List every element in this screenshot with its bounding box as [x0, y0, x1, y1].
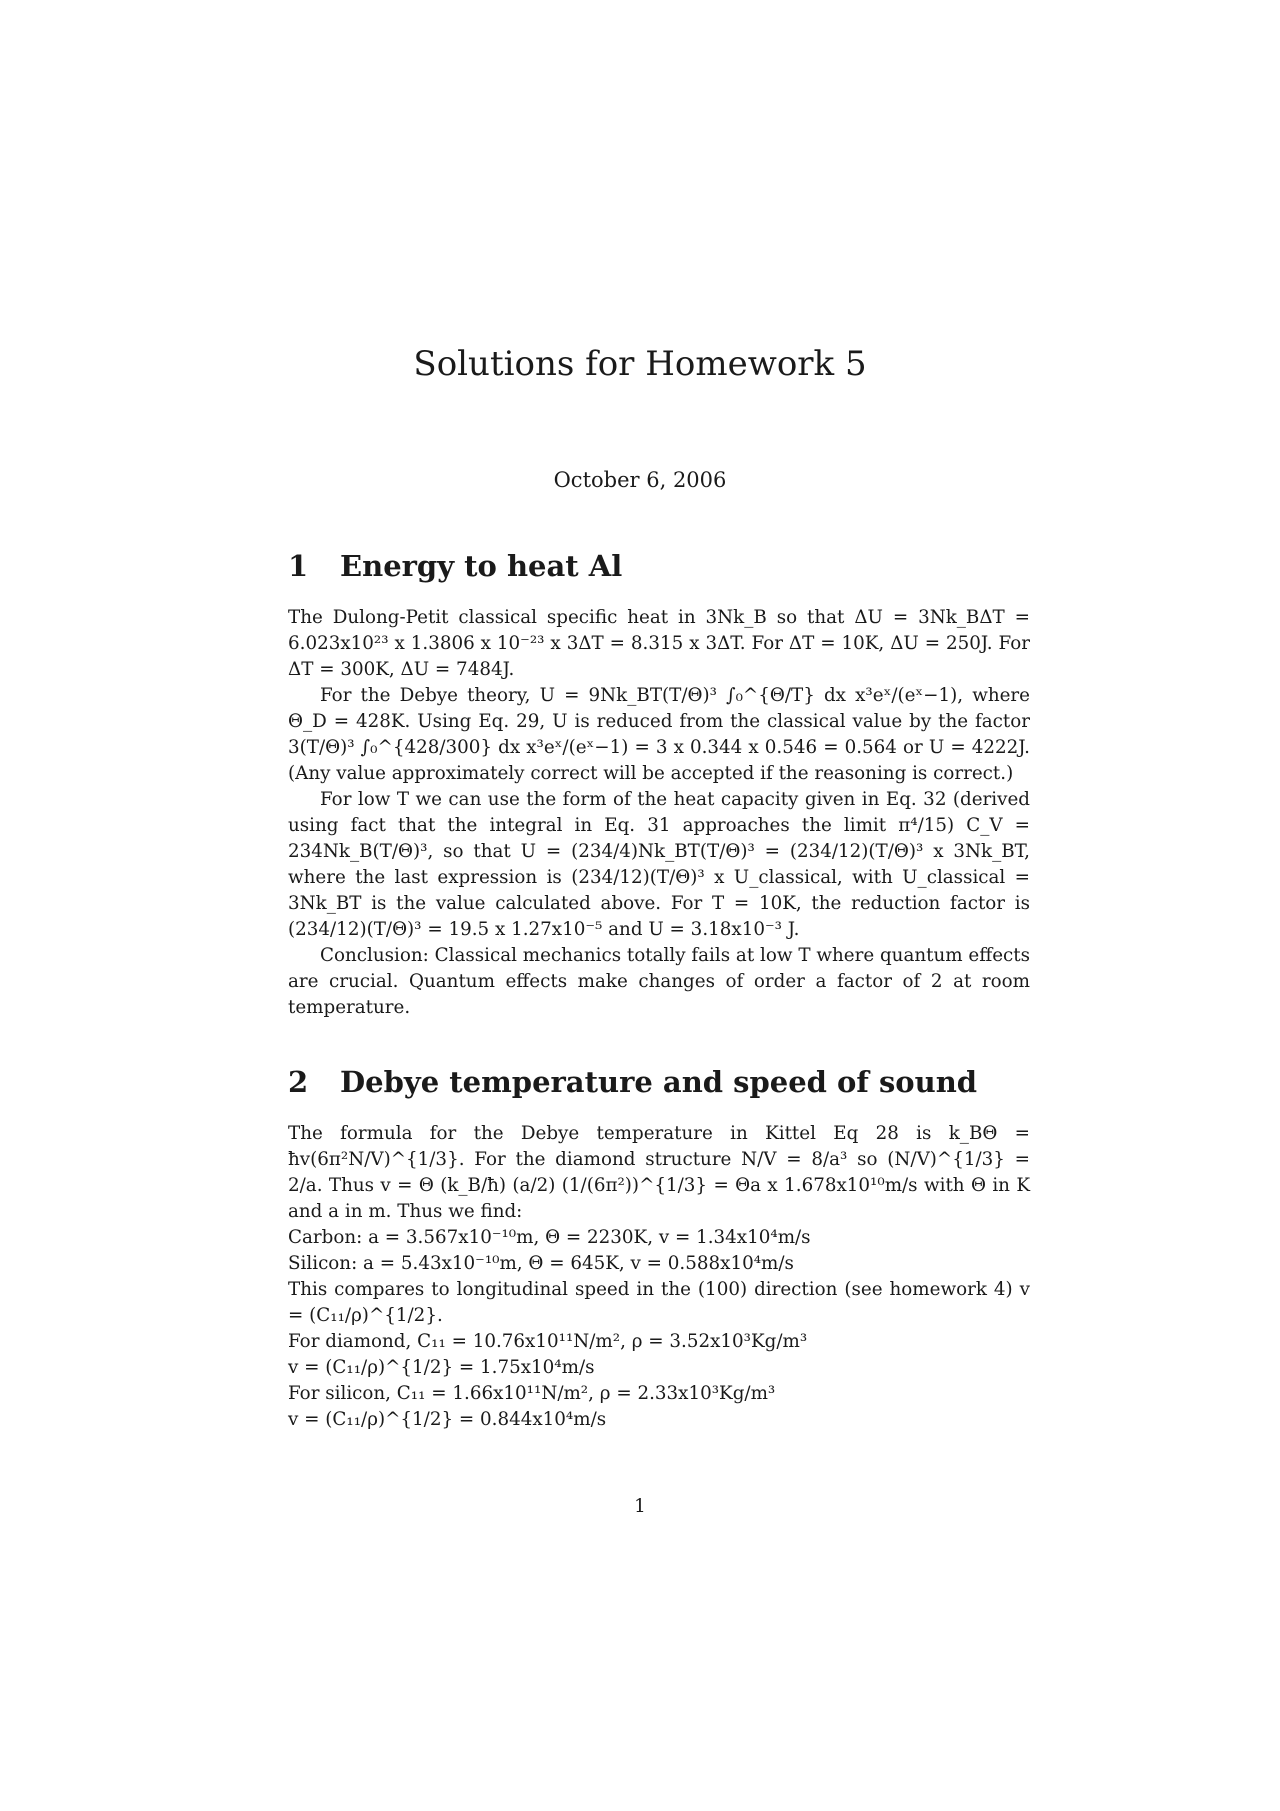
text-line: v = (C₁₁/ρ)^{1/2} = 0.844x10⁴m/s — [288, 1409, 607, 1430]
paragraph: For low T we can use the form of the heat capacity given in Eq. 32 (derived using fact that the integral in Eq. 31 approaches the limit π⁴/15) C_V = 234Nk_B(T/Θ)³, so that U = (234/4)Nk_BT(T/Θ)³ = (234/12)(T/Θ)³ x 3Nk_BT, where the last expression is (234/12)(T/Θ)³ x U_classical, with U_classical = 3Nk_BT is the value calculated above. For T = 10K, the reduction factor is (234/12)(T/Θ)³ = 19.5 x 1.27x10⁻⁵ and U = 3.18x10⁻³ J. — [288, 789, 1030, 940]
text-line: For silicon, C₁₁ = 1.66x10¹¹N/m², ρ = 2.33x10³Kg/m³ — [288, 1383, 776, 1404]
section-title: Energy to heat Al — [340, 549, 623, 583]
section-2-heading — [288, 1065, 977, 1099]
text-line: This compares to longitudinal speed in the (100) direction (see homework 4) v = (C₁₁/ρ)^{1/2}. — [288, 1279, 1030, 1326]
paragraph: For the Debye theory, U = 9Nk_BT(T/Θ)³ ∫₀^{Θ/T} dx x³eˣ/(eˣ−1), where Θ_D = 428K. Using Eq. 29, U is reduced from the classical value by the factor 3(T/Θ)³ ∫₀^{428/300} dx x³eˣ/(eˣ−1) = 3 x 0.344 x 0.546 = 0.564 or U = 4222J. (Any value approximately correct will be accepted if the reasoning is correct.) — [288, 685, 1030, 784]
section-title: Debye temperature and speed of sound — [340, 1065, 978, 1099]
page-number: 1 — [634, 1496, 646, 1517]
document-date: October 6, 2006 — [553, 468, 727, 492]
paragraph: The formula for the Debye temperature in Kittel Eq 28 is k_BΘ = ħv(6π²N/V)^{1/3}. For the diamond structure N/V = 8/a³ so (N/V)^{1/3} = 2/a. Thus v = Θ (k_B/ħ) (a/2) (1/(6π²))^{1/3} = Θa x 1.678x10¹⁰m/s with Θ in K and a in m. Thus we find: — [288, 1123, 1030, 1222]
section-1-heading — [288, 549, 622, 583]
text-line: Silicon: a = 5.43x10⁻¹⁰m, Θ = 645K, v = 0.588x10⁴m/s — [288, 1253, 794, 1274]
paragraph: Conclusion: Classical mechanics totally fails at low T where quantum effects are crucial. Quantum effects make changes of order a factor of 2 at room temperature. — [288, 945, 1030, 1018]
text-line: v = (C₁₁/ρ)^{1/2} = 1.75x10⁴m/s — [288, 1357, 595, 1378]
text-line: Carbon: a = 3.567x10⁻¹⁰m, Θ = 2230K, v = 1.34x10⁴m/s — [288, 1227, 811, 1248]
section-number: 2 — [288, 1065, 309, 1099]
section-1-body — [288, 605, 1030, 1021]
text-line: For diamond, C₁₁ = 10.76x10¹¹N/m², ρ = 3.52x10³Kg/m³ — [288, 1331, 808, 1352]
section-number: 1 — [288, 549, 309, 583]
paragraph: The Dulong-Petit classical specific heat in 3Nk_B so that ΔU = 3Nk_BΔT = 6.023x10²³ x 1.3806 x 10⁻²³ x 3ΔT = 8.315 x 3ΔT. For ΔT = 10K, ΔU = 250J. For ΔT = 300K, ΔU = 7484J. — [288, 607, 1030, 680]
document-title: Solutions for Homework 5 — [413, 344, 867, 384]
section-2-body — [288, 1121, 1030, 1433]
